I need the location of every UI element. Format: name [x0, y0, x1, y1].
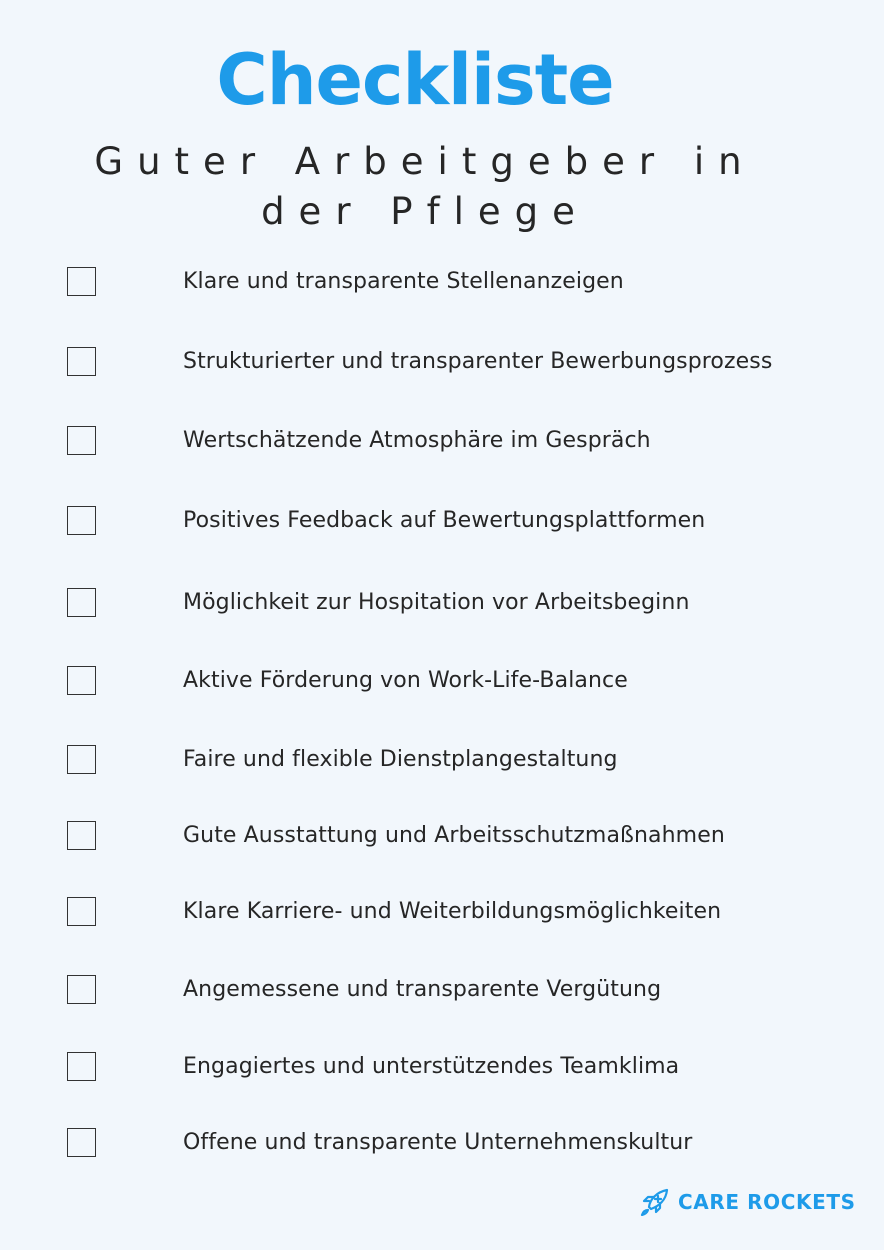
checkbox[interactable]: [67, 347, 96, 376]
page-title: Checkliste: [216, 39, 614, 121]
checkbox[interactable]: [67, 666, 96, 695]
subtitle-line-1: Guter Arbeitgeber in: [94, 140, 756, 183]
checklist-item: [0, 421, 884, 461]
rocket-icon: [640, 1188, 670, 1216]
checklist-item: [0, 1123, 884, 1163]
subtitle-line-2: der Pflege: [261, 190, 589, 233]
checklist-item: [0, 816, 884, 856]
checkbox[interactable]: [67, 1052, 96, 1081]
checklist-item-label: Faire und flexible Dienstplangestaltung: [183, 747, 618, 772]
brand-logo: [640, 1187, 856, 1217]
checklist-item-label: Aktive Förderung von Work-Life-Balance: [183, 668, 628, 693]
checklist-item: [0, 1047, 884, 1087]
checklist-item: [0, 970, 884, 1010]
checklist-item: [0, 740, 884, 780]
checklist-item-label: Klare Karriere- und Weiterbildungsmöglichkeiten: [183, 899, 722, 924]
checkbox[interactable]: [67, 975, 96, 1004]
checklist-item-label: Wertschätzende Atmosphäre im Gespräch: [183, 428, 651, 453]
checklist-item-label: Angemessene und transparente Vergütung: [183, 977, 662, 1002]
checklist-item: [0, 501, 884, 541]
checklist-item-label: Klare und transparente Stellenanzeigen: [183, 269, 624, 294]
checklist-item: [0, 583, 884, 623]
checkbox[interactable]: [67, 745, 96, 774]
checkbox[interactable]: [67, 588, 96, 617]
checklist-item: [0, 262, 884, 302]
checklist-item-label: Offene und transparente Unternehmenskultur: [183, 1130, 693, 1155]
checklist-item-label: Positives Feedback auf Bewertungsplattformen: [183, 508, 706, 533]
checkbox[interactable]: [67, 426, 96, 455]
brand-name: CARE ROCKETS: [678, 1190, 856, 1214]
checklist-item-label: Engagiertes und unterstützendes Teamklima: [183, 1054, 680, 1079]
checkbox[interactable]: [67, 821, 96, 850]
checklist-item: [0, 342, 884, 382]
checklist-item: [0, 661, 884, 701]
checkbox[interactable]: [67, 267, 96, 296]
checklist-item-label: Möglichkeit zur Hospitation vor Arbeitsbeginn: [183, 590, 690, 615]
checklist-item-label: Strukturierter und transparenter Bewerbungsprozess: [183, 349, 773, 374]
checklist-item-label: Gute Ausstattung und Arbeitsschutzmaßnahmen: [183, 823, 725, 848]
checklist-item: [0, 892, 884, 932]
checkbox[interactable]: [67, 1128, 96, 1157]
checkbox[interactable]: [67, 897, 96, 926]
checkbox[interactable]: [67, 506, 96, 535]
